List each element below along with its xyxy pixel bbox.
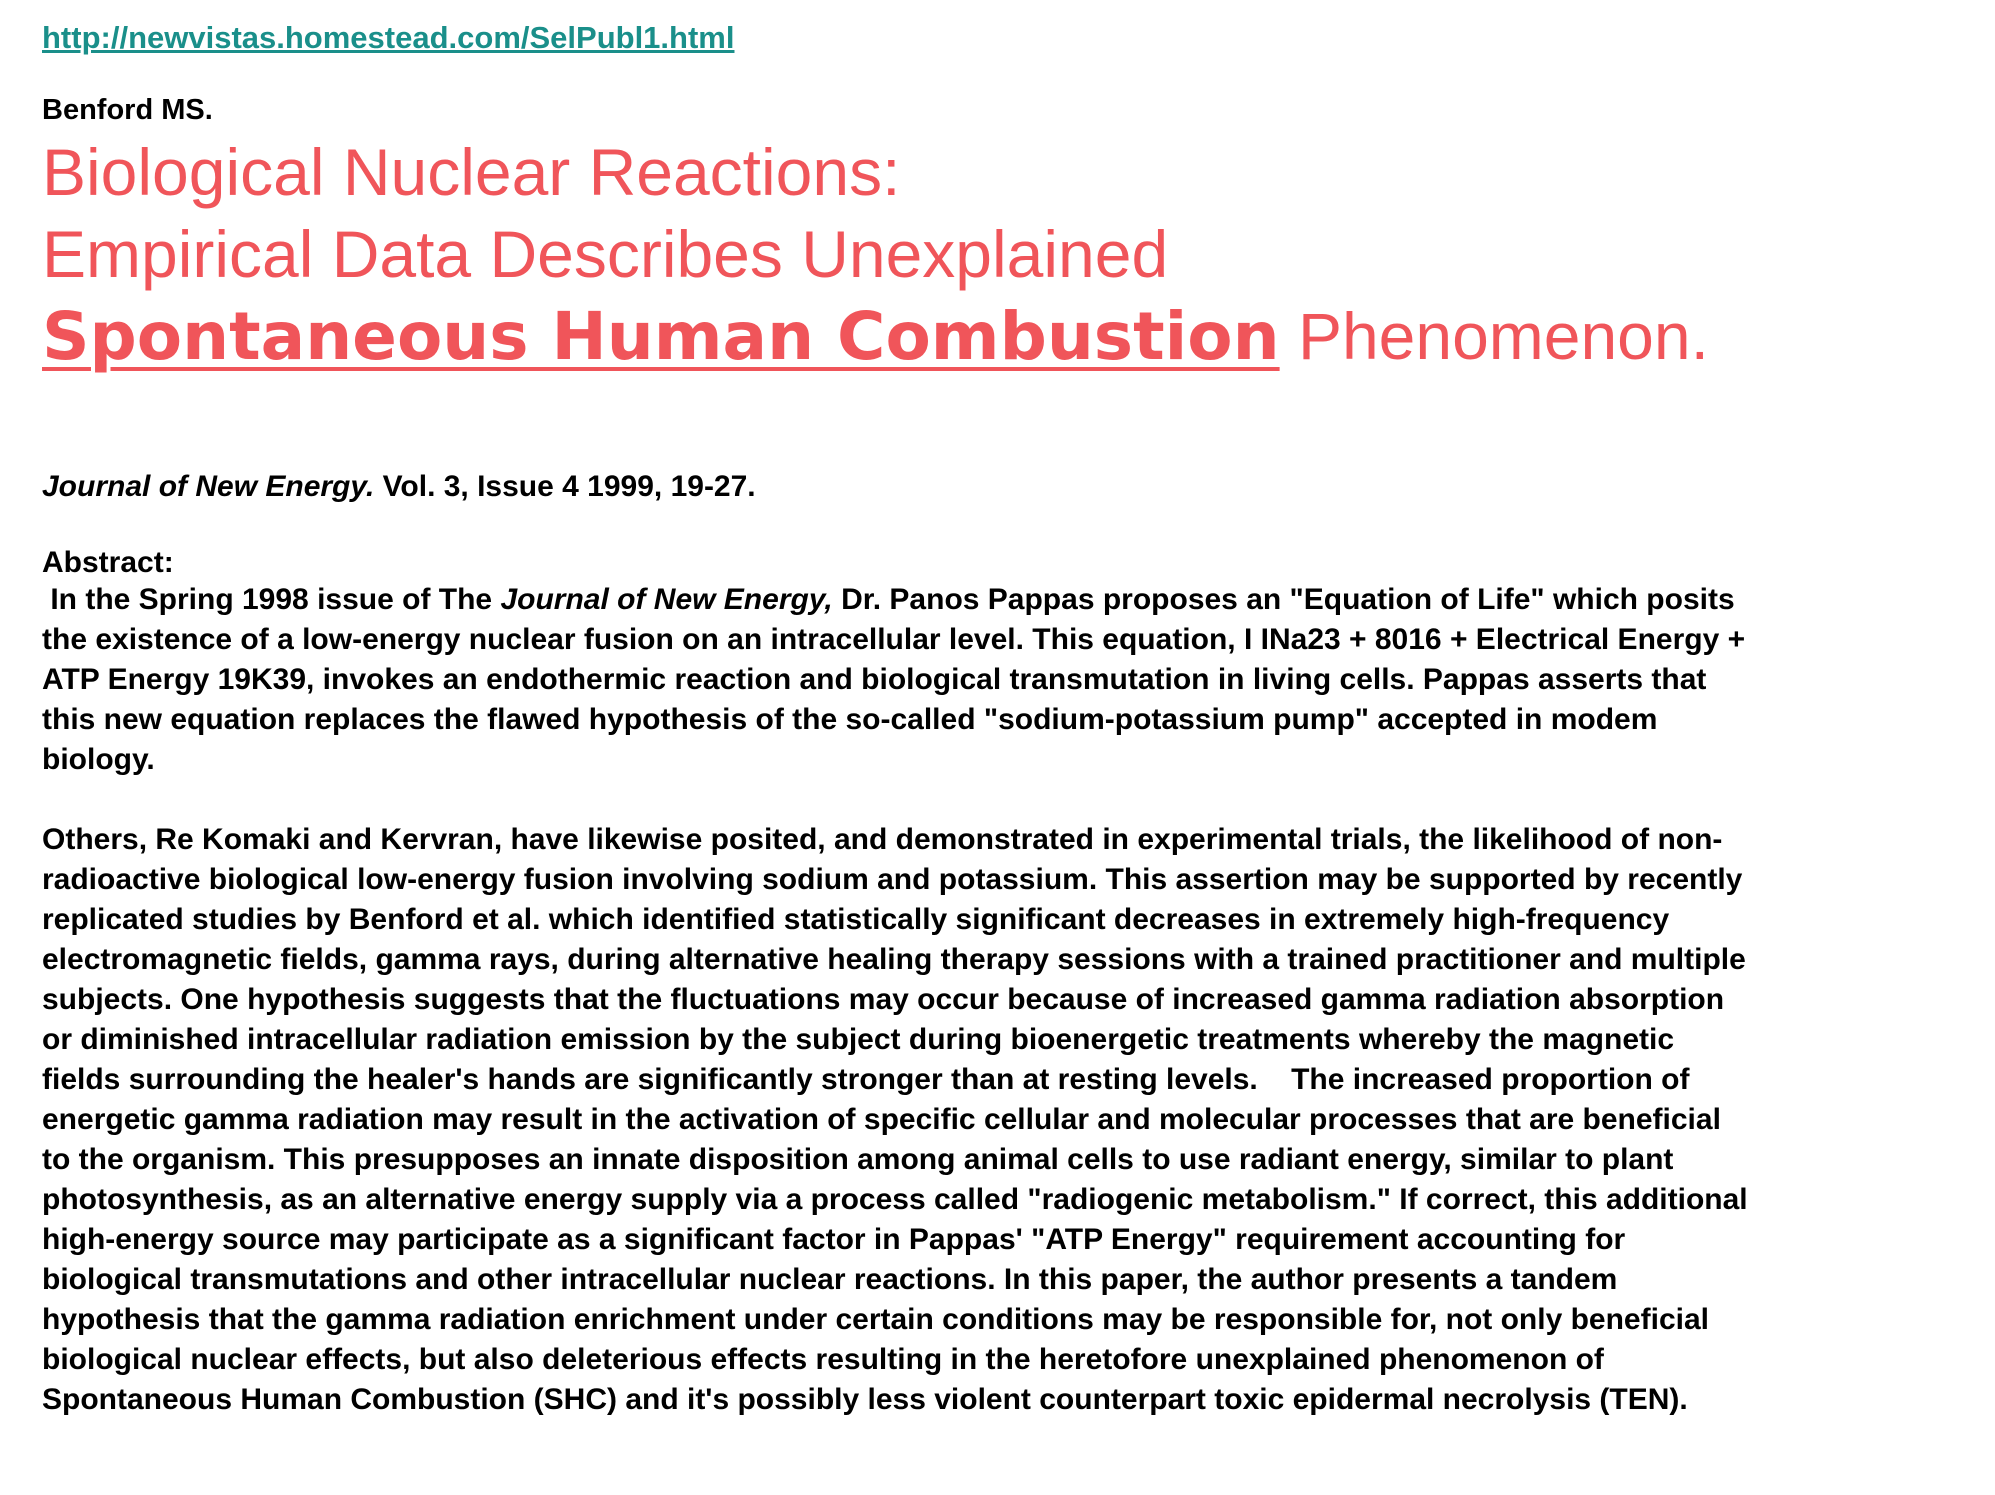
citation: [42, 470, 1962, 504]
abstract-p2-line: biological transmutations and other intracellular nuclear reactions. In this paper, the author presents a tandem: [42, 1263, 1618, 1296]
abstract-p2-line: subjects. One hypothesis suggests that the fluctuations may occur because of increased gamma radiation absorption: [42, 983, 1725, 1016]
title-line-3: [42, 295, 1962, 378]
abstract-p1-line: biology.: [42, 743, 155, 776]
abstract-p1-line1-b: Dr. Panos Pappas proposes an "Equation of Life" which posits: [832, 583, 1735, 616]
citation-details: Vol. 3, Issue 4 1999, 19-27.: [374, 470, 756, 503]
article-title: [42, 131, 1962, 378]
author-name: Benford MS.: [42, 94, 213, 126]
citation-journal: Journal of New Energy.: [42, 470, 375, 503]
title-line-2: Empirical Data Describes Unexplained: [42, 217, 1169, 291]
abstract-p1-line: [42, 580, 1962, 620]
abstract-p1-line: ATP Energy 19K39, invokes an endothermic reaction and biological transmutation in living cells. Pappas asserts that: [42, 663, 1707, 696]
abstract-p2-line: fields surrounding the healer's hands are significantly stronger than at resting levels. The increased proportion of: [42, 1063, 1690, 1096]
document-page: [42, 20, 1962, 1420]
abstract-label: Abstract:: [42, 546, 174, 579]
abstract-p2-line: Spontaneous Human Combustion (SHC) and it's possibly less violent counterpart toxic epidermal necrolysis (TEN).: [42, 1383, 1688, 1416]
abstract-p1-journal: Journal of New Energy,: [500, 583, 833, 616]
abstract-paragraph-2: [42, 820, 1962, 1420]
abstract-p2-line: photosynthesis, as an alternative energy supply via a process called "radiogenic metabolism." If correct, this additional: [42, 1183, 1748, 1216]
abstract-p1-line: the existence of a low-energy nuclear fusion on an intracellular level. This equation, I INa23 + 8016 + Electrical Energy +: [42, 623, 1746, 656]
abstract-p2-line: replicated studies by Benford et al. which identified statistically significant decreases in extremely high-frequency: [42, 903, 1670, 936]
abstract-p2-line: Others, Re Komaki and Kervran, have likewise posited, and demonstrated in experimental trials, the likelihood of non-: [42, 823, 1723, 856]
title-line-1: Biological Nuclear Reactions:: [42, 135, 901, 209]
abstract-p2-line: hypothesis that the gamma radiation enrichment under certain conditions may be responsible for, not only beneficial: [42, 1303, 1709, 1336]
title-emphasis: Spontaneous Human Combustion: [42, 298, 1280, 375]
abstract-p2-line: electromagnetic fields, gamma rays, during alternative healing therapy sessions with a trained practitioner and multiple: [42, 943, 1746, 976]
abstract-p2-line: or diminished intracellular radiation emission by the subject during bioenergetic treatments whereby the magnetic: [42, 1023, 1675, 1056]
abstract-p1-line: this new equation replaces the flawed hypothesis of the so-called "sodium-potassium pump" accepted in modem: [42, 703, 1658, 736]
abstract-p2-line: to the organism. This presupposes an innate disposition among animal cells to use radiant energy, similar to plant: [42, 1143, 1674, 1176]
source-url-link[interactable]: http://newvistas.homestead.com/SelPubl1.html: [42, 20, 735, 55]
abstract-paragraph-1: [42, 580, 1962, 780]
title-line-3-rest: Phenomenon.: [1279, 299, 1709, 373]
abstract-p1-line1-a: In the Spring 1998 issue of The: [42, 583, 501, 616]
abstract-p2-line: energetic gamma radiation may result in the activation of specific cellular and molecular processes that are beneficial: [42, 1103, 1721, 1136]
abstract-p2-line: biological nuclear effects, but also deleterious effects resulting in the heretofore unexplained phenomenon of: [42, 1343, 1604, 1376]
abstract-p2-line: high-energy source may participate as a significant factor in Pappas' "ATP Energy" requirement accounting for: [42, 1223, 1626, 1256]
abstract-p2-line: radioactive biological low-energy fusion involving sodium and potassium. This assertion may be supported by recently: [42, 863, 1743, 896]
